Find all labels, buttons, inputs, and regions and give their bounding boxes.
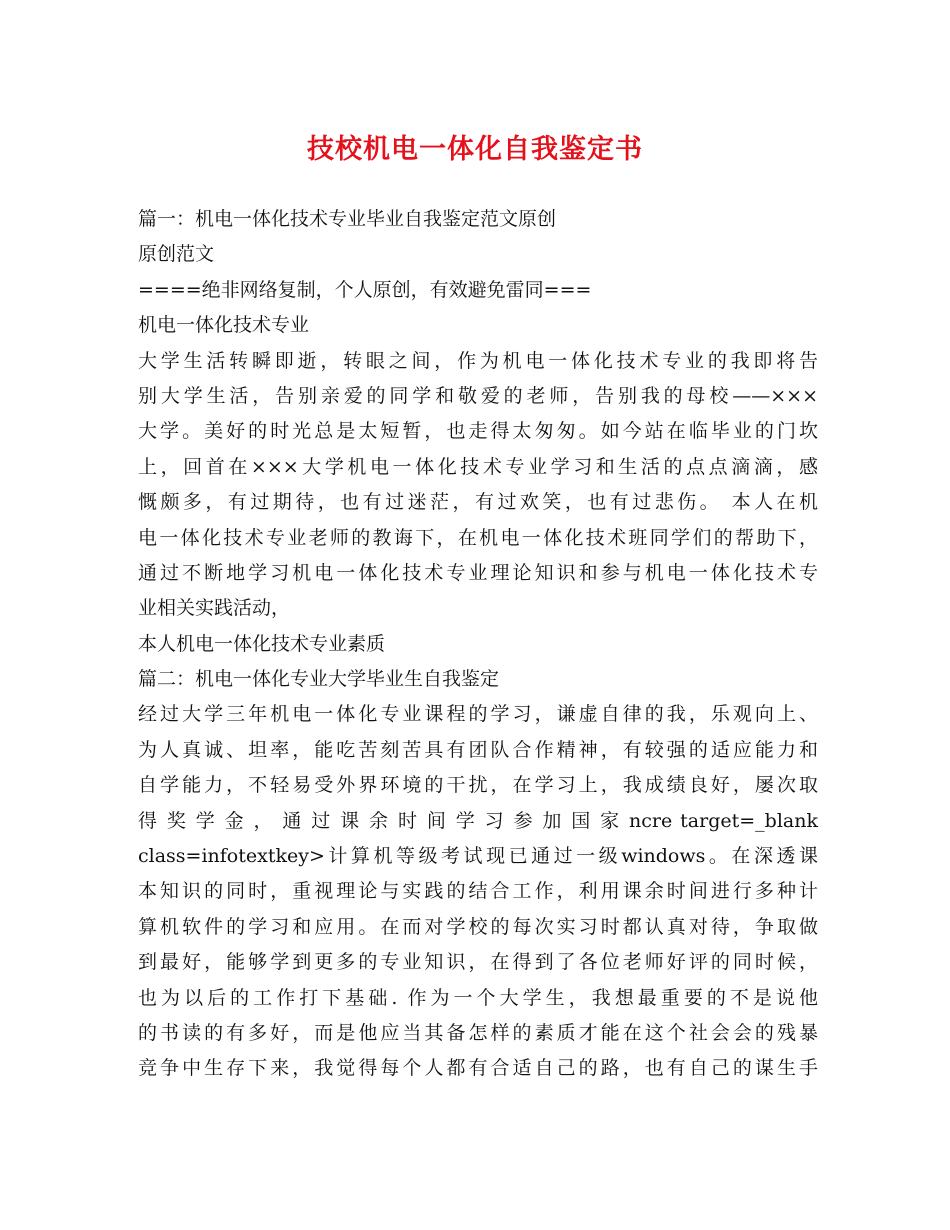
- text-line: 得 奖 学 金 ， 通 过 课 余 时 间 学 习 参 加 国 家 ncre target=_blank: [138, 809, 818, 832]
- document-title: 技校机电一体化自我鉴定书: [307, 134, 643, 165]
- text-line: 经过大学三年机电一体化专业课程的学习，谦虚自律的我，乐观向上、: [138, 703, 818, 726]
- text-line: 大学生活转瞬即逝，转眼之间，作为机电一体化技术专业的我即将告: [138, 349, 818, 372]
- document-body: [138, 202, 818, 1087]
- text-line: 原创范文: [138, 243, 215, 266]
- text-line: ====绝非网络复制，个人原创，有效避免雷同===: [138, 278, 592, 301]
- text-line: 本知识的同时，重视理论与实践的结合工作，利用课余时间进行多种计: [138, 880, 818, 903]
- text-line: 的书读的有多好，而是他应当其备怎样的素质才能在这个社会会的残暴: [138, 1021, 818, 1044]
- text-line: 算机软件的学习和应用。在而对学校的每次实习时都认真对待，争取做: [138, 915, 818, 938]
- text-line: 大学。美好的时光总是太短暂，也走得太匆匆。如今站在临毕业的门坎: [138, 420, 818, 443]
- text-line: 篇一：机电一体化技术专业毕业自我鉴定范文原创: [138, 208, 557, 230]
- text-line: 慨颇多，有过期待，也有过迷茫，有过欢笑，也有过悲伤。 本人在机: [138, 491, 818, 514]
- text-line: 也为以后的工作打下基础. 作为一个大学生，我想最重要的不是说他: [138, 986, 818, 1009]
- text-line: 业相关实践活动，: [138, 597, 291, 620]
- text-line: 别大学生活，告别亲爱的同学和敬爱的老师，告别我的母校——×××: [138, 384, 818, 407]
- text-line: 电一体化技术专业老师的教诲下，在机电一体化技术班同学们的帮助下，: [138, 526, 818, 549]
- text-line: 为人真诚、坦率，能吃苦刻苦具有团队合作精神，有较强的适应能力和: [138, 738, 818, 761]
- text-line: 本人机电一体化技术专业素质: [138, 632, 386, 655]
- text-line: 自学能力，不轻易受外界环境的干扰，在学习上，我成绩良好，屡次取: [138, 774, 818, 797]
- text-line: 到最好，能够学到更多的专业知识，在得到了各位老师好评的同时候，: [138, 951, 818, 974]
- text-line: 竞争中生存下来，我觉得每个人都有合适自己的路，也有自己的谋生手: [138, 1057, 818, 1080]
- text-line: 上，回首在×××大学机电一体化技术专业学习和生活的点点滴滴，感: [138, 455, 818, 478]
- text-line: class=infotextkey>计算机等级考试现已通过一级windows。在深透课: [138, 845, 818, 868]
- text-line: 通过不断地学习机电一体化技术专业理论知识和参与机电一体化技术专: [138, 561, 818, 584]
- text-line: 机电一体化技术专业: [138, 314, 310, 337]
- text-line: 篇二：机电一体化专业大学毕业生自我鉴定: [138, 668, 500, 691]
